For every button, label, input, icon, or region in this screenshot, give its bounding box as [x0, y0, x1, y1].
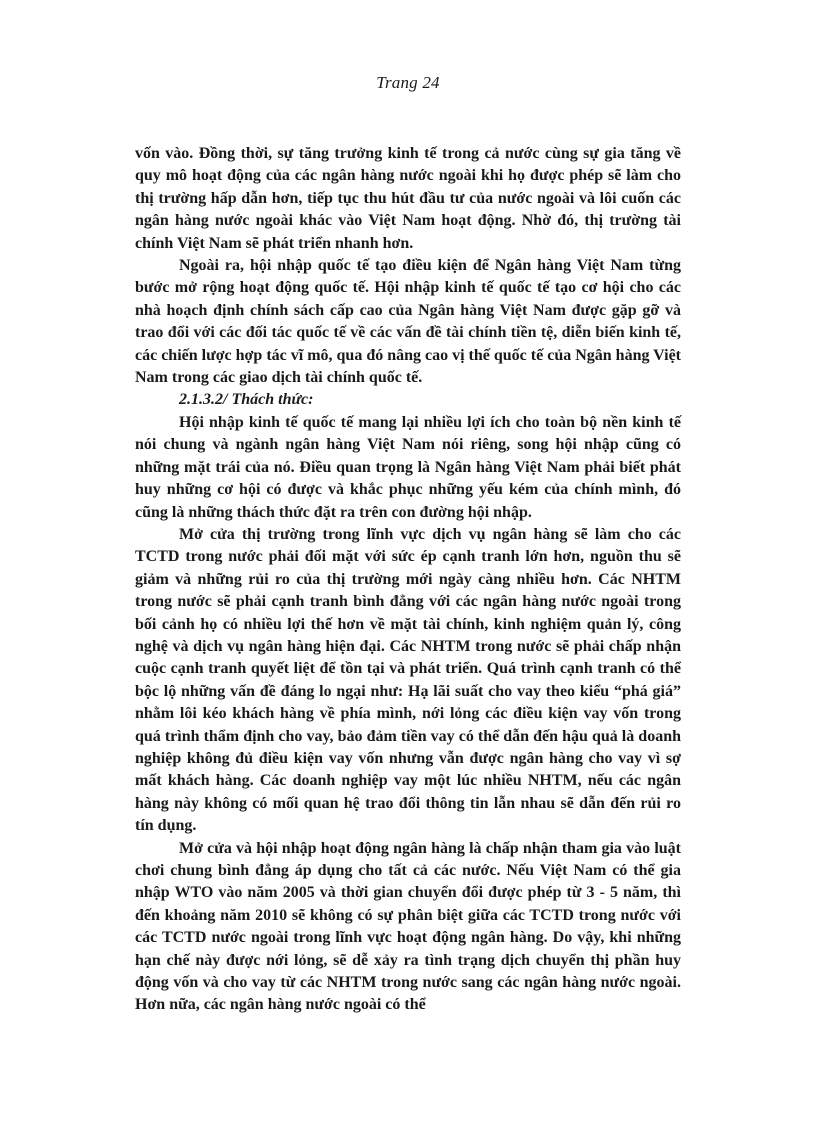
paragraph-continuation: vốn vào. Đồng thời, sự tăng trưởng kinh tế trong cả nước cùng sự gia tăng về quy mô hoạt động của các ngân hàng nước ngoài khi họ được phép sẽ làm cho thị trường hấp dẫn hơn, tiếp tục thu hút đầu tư của nước ngoài và lôi cuốn các ngân hàng nước ngoài khác vào Việt Nam hoạt động. Nhờ đó, thị trường tài chính Việt Nam sẽ phát triển nhanh hơn.	[135, 145, 681, 252]
paragraph-integration-rules: Mở cửa và hội nhập hoạt động ngân hàng là chấp nhận tham gia vào luật chơi chung bình đẳng áp dụng cho tất cả các nước. Nếu Việt Nam có thể gia nhập WTO vào năm 2005 và thời gian chuyển đổi được phép từ 3 - 5 năm, thì đến khoảng năm 2010 sẽ không có sự phân biệt giữa các TCTD trong nước với các TCTD nước ngoài trong lĩnh vực hoạt động ngân hàng. Do vậy, khi những hạn chế này được nới lỏng, sẽ dễ xảy ra tình trạng dịch chuyển thị phần huy động vốn và cho vay từ các NHTM trong nước sang các ngân hàng nước ngoài. Hơn nữa, các ngân hàng nước ngoài có thể	[135, 839, 681, 1014]
paragraph-challenges-intro: Hội nhập kinh tế quốc tế mang lại nhiều lợi ích cho toàn bộ nền kinh tế nói chung và ngành ngân hàng Việt Nam nói riêng, song hội nhập cũng có những mặt trái của nó. Điều quan trọng là Ngân hàng Việt Nam phải biết phát huy những cơ hội có được và khắc phục những yếu kém của chính mình, đó cũng là những thách thức đặt ra trên con đường hội nhập.	[135, 413, 681, 521]
paragraph-market-opening: Mở cửa thị trường trong lĩnh vực dịch vụ ngân hàng sẽ làm cho các TCTD trong nước phải đối mặt với sức ép cạnh tranh lớn hơn, nguồn thu sẽ giảm và những rủi ro của thị trường mới ngày càng nhiều hơn. Các NHTM trong nước sẽ phải cạnh tranh bình đẳng với các ngân hàng nước ngoài trong bối cảnh họ có nhiều lợi thế hơn về mặt tài chính, kinh nghiệm quản lý, công nghệ và dịch vụ ngân hàng hiện đại. Các NHTM trong nước sẽ phải chấp nhận cuộc cạnh tranh quyết liệt để tồn tại và phát triển. Quá trình cạnh tranh có thể bộc lộ những vấn đề đáng lo ngại như: Hạ lãi suất cho vay theo kiểu “phá giá” nhằm lôi kéo khách hàng về phía mình, nới lỏng các điều kiện vay vốn trong quá trình thẩm định cho vay, bảo đảm tiền vay có thể dẫn đến hậu quả là doanh nghiệp không đủ điều kiện vay vốn nhưng vẫn được ngân hàng cho vay vì sợ mất khách hàng. Các doanh nghiệp vay một lúc nhiều NHTM, nếu các ngân hàng này không có mối quan hệ trao đổi thông tin lẫn nhau sẽ dẫn đến rủi ro tín dụng.	[135, 525, 681, 835]
section-heading-challenges: 2.1.3.2/ Thách thức:	[179, 391, 314, 409]
page-header: Trang 24	[376, 73, 440, 92]
document-body	[135, 143, 681, 1017]
paragraph-international-expansion: Ngoài ra, hội nhập quốc tế tạo điều kiện để Ngân hàng Việt Nam từng bước mở rộng hoạt động quốc tế. Hội nhập kinh tế quốc tế tạo cơ hội cho các nhà hoạch định chính sách cấp cao của Ngân hàng Việt Nam được gặp gỡ và trao đổi với các đối tác quốc tế về các vấn đề tài chính tiền tệ, diễn biến kinh tế, các chiến lược hợp tác vĩ mô, qua đó nâng cao vị thế quốc tế của Ngân hàng Việt Nam trong các giao dịch tài chính quốc tế.	[135, 257, 682, 387]
